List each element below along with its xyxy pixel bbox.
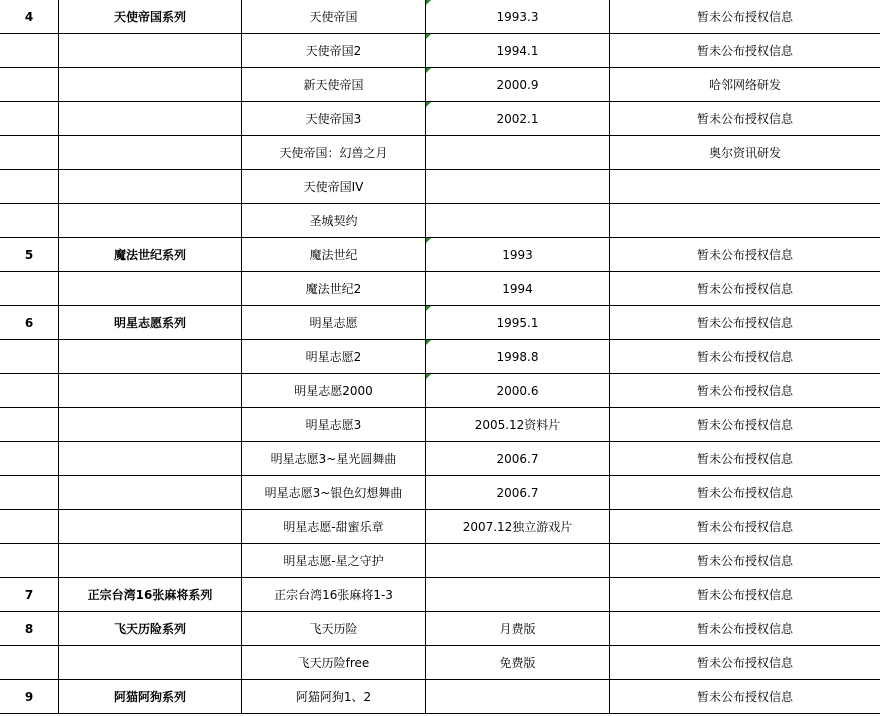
game-title-cell: 明星志愿3 xyxy=(242,408,426,442)
series-name-cell xyxy=(59,170,242,204)
series-name-cell xyxy=(59,510,242,544)
series-name-cell xyxy=(59,340,242,374)
row-number-cell: 9 xyxy=(0,680,59,714)
series-name-cell xyxy=(59,374,242,408)
row-number-cell xyxy=(0,34,59,68)
release-date-cell: 1993.3 xyxy=(426,0,610,34)
series-name-cell xyxy=(59,544,242,578)
row-number-cell xyxy=(0,442,59,476)
license-info-cell: 暂未公布授权信息 xyxy=(610,680,880,714)
release-date-cell: 1994 xyxy=(426,272,610,306)
table-row xyxy=(0,340,880,374)
table-row xyxy=(0,476,880,510)
table-row xyxy=(0,374,880,408)
row-number-cell xyxy=(0,510,59,544)
series-name-cell: 阿猫阿狗系列 xyxy=(59,680,242,714)
row-number-cell xyxy=(0,68,59,102)
table-row xyxy=(0,544,880,578)
game-title-cell: 天使帝国：幻兽之月 xyxy=(242,136,426,170)
release-date-cell: 2000.9 xyxy=(426,68,610,102)
license-info-cell xyxy=(610,204,880,238)
table-row xyxy=(0,442,880,476)
release-date-cell: 免费版 xyxy=(426,646,610,680)
game-title-cell: 明星志愿 xyxy=(242,306,426,340)
row-number-cell xyxy=(0,272,59,306)
series-name-cell xyxy=(59,136,242,170)
license-info-cell: 暂未公布授权信息 xyxy=(610,374,880,408)
row-number-cell xyxy=(0,408,59,442)
series-name-cell xyxy=(59,272,242,306)
game-title-cell: 天使帝国IV xyxy=(242,170,426,204)
game-title-cell: 天使帝国2 xyxy=(242,34,426,68)
table-row xyxy=(0,272,880,306)
license-info-cell: 暂未公布授权信息 xyxy=(610,578,880,612)
series-name-cell xyxy=(59,442,242,476)
row-number-cell xyxy=(0,204,59,238)
release-date-cell: 2006.7 xyxy=(426,476,610,510)
table-row xyxy=(0,238,880,272)
license-info-cell: 暂未公布授权信息 xyxy=(610,510,880,544)
row-number-cell: 6 xyxy=(0,306,59,340)
row-number-cell xyxy=(0,646,59,680)
game-title-cell: 天使帝国 xyxy=(242,0,426,34)
release-date-cell xyxy=(426,136,610,170)
game-title-cell: 明星志愿3~星光圆舞曲 xyxy=(242,442,426,476)
row-number-cell xyxy=(0,170,59,204)
release-date-cell: 2005.12资料片 xyxy=(426,408,610,442)
release-date-cell: 1994.1 xyxy=(426,34,610,68)
release-date-cell: 2002.1 xyxy=(426,102,610,136)
release-date-cell xyxy=(426,578,610,612)
series-name-cell xyxy=(59,408,242,442)
game-title-cell: 明星志愿-甜蜜乐章 xyxy=(242,510,426,544)
series-name-cell xyxy=(59,476,242,510)
release-date-cell: 月费版 xyxy=(426,612,610,646)
row-number-cell: 8 xyxy=(0,612,59,646)
series-name-cell xyxy=(59,102,242,136)
license-info-cell xyxy=(610,170,880,204)
release-date-cell: 2000.6 xyxy=(426,374,610,408)
series-name-cell xyxy=(59,34,242,68)
game-title-cell: 新天使帝国 xyxy=(242,68,426,102)
table-row xyxy=(0,204,880,238)
table-row xyxy=(0,170,880,204)
game-title-cell: 天使帝国3 xyxy=(242,102,426,136)
release-date-cell: 1993 xyxy=(426,238,610,272)
game-title-cell: 正宗台湾16张麻将1-3 xyxy=(242,578,426,612)
game-title-cell: 圣城契约 xyxy=(242,204,426,238)
license-info-cell: 暂未公布授权信息 xyxy=(610,408,880,442)
series-name-cell xyxy=(59,204,242,238)
series-name-cell: 明星志愿系列 xyxy=(59,306,242,340)
series-name-cell: 正宗台湾16张麻将系列 xyxy=(59,578,242,612)
row-number-cell xyxy=(0,340,59,374)
license-info-cell: 暂未公布授权信息 xyxy=(610,340,880,374)
row-number-cell xyxy=(0,476,59,510)
license-info-cell: 暂未公布授权信息 xyxy=(610,272,880,306)
release-date-cell: 1995.1 xyxy=(426,306,610,340)
series-name-cell xyxy=(59,646,242,680)
game-title-cell: 明星志愿2000 xyxy=(242,374,426,408)
license-info-cell: 暂未公布授权信息 xyxy=(610,34,880,68)
release-date-cell: 2007.12独立游戏片 xyxy=(426,510,610,544)
license-info-cell: 暂未公布授权信息 xyxy=(610,102,880,136)
row-number-cell xyxy=(0,544,59,578)
row-number-cell: 7 xyxy=(0,578,59,612)
license-info-cell: 暂未公布授权信息 xyxy=(610,238,880,272)
table-row xyxy=(0,68,880,102)
row-number-cell xyxy=(0,102,59,136)
game-title-cell: 魔法世纪2 xyxy=(242,272,426,306)
game-title-cell: 飞天历险 xyxy=(242,612,426,646)
row-number-cell xyxy=(0,374,59,408)
series-name-cell: 天使帝国系列 xyxy=(59,0,242,34)
release-date-cell xyxy=(426,544,610,578)
table-row xyxy=(0,510,880,544)
series-name-cell: 飞天历险系列 xyxy=(59,612,242,646)
game-title-cell: 阿猫阿狗1、2 xyxy=(242,680,426,714)
game-title-cell: 明星志愿3~银色幻想舞曲 xyxy=(242,476,426,510)
license-info-cell: 暂未公布授权信息 xyxy=(610,646,880,680)
license-info-cell: 暂未公布授权信息 xyxy=(610,442,880,476)
game-title-cell: 飞天历险free xyxy=(242,646,426,680)
license-info-cell: 奥尔资讯研发 xyxy=(610,136,880,170)
table-row xyxy=(0,578,880,612)
table-row xyxy=(0,0,880,34)
release-date-cell xyxy=(426,204,610,238)
license-info-cell: 暂未公布授权信息 xyxy=(610,544,880,578)
release-date-cell xyxy=(426,680,610,714)
table-row xyxy=(0,34,880,68)
table-row xyxy=(0,408,880,442)
license-info-cell: 暂未公布授权信息 xyxy=(610,476,880,510)
release-date-cell xyxy=(426,170,610,204)
license-info-cell: 暂未公布授权信息 xyxy=(610,306,880,340)
release-date-cell: 1998.8 xyxy=(426,340,610,374)
table-row xyxy=(0,136,880,170)
game-title-cell: 魔法世纪 xyxy=(242,238,426,272)
release-date-cell: 2006.7 xyxy=(426,442,610,476)
row-number-cell xyxy=(0,136,59,170)
license-info-cell: 哈邻网络研发 xyxy=(610,68,880,102)
row-number-cell: 5 xyxy=(0,238,59,272)
table-row xyxy=(0,612,880,646)
game-title-cell: 明星志愿2 xyxy=(242,340,426,374)
table-row xyxy=(0,680,880,714)
license-info-cell: 暂未公布授权信息 xyxy=(610,0,880,34)
table-row xyxy=(0,646,880,680)
game-title-cell: 明星志愿-星之守护 xyxy=(242,544,426,578)
table-row xyxy=(0,102,880,136)
table-row xyxy=(0,306,880,340)
series-name-cell xyxy=(59,68,242,102)
license-info-cell: 暂未公布授权信息 xyxy=(610,612,880,646)
row-number-cell: 4 xyxy=(0,0,59,34)
series-name-cell: 魔法世纪系列 xyxy=(59,238,242,272)
